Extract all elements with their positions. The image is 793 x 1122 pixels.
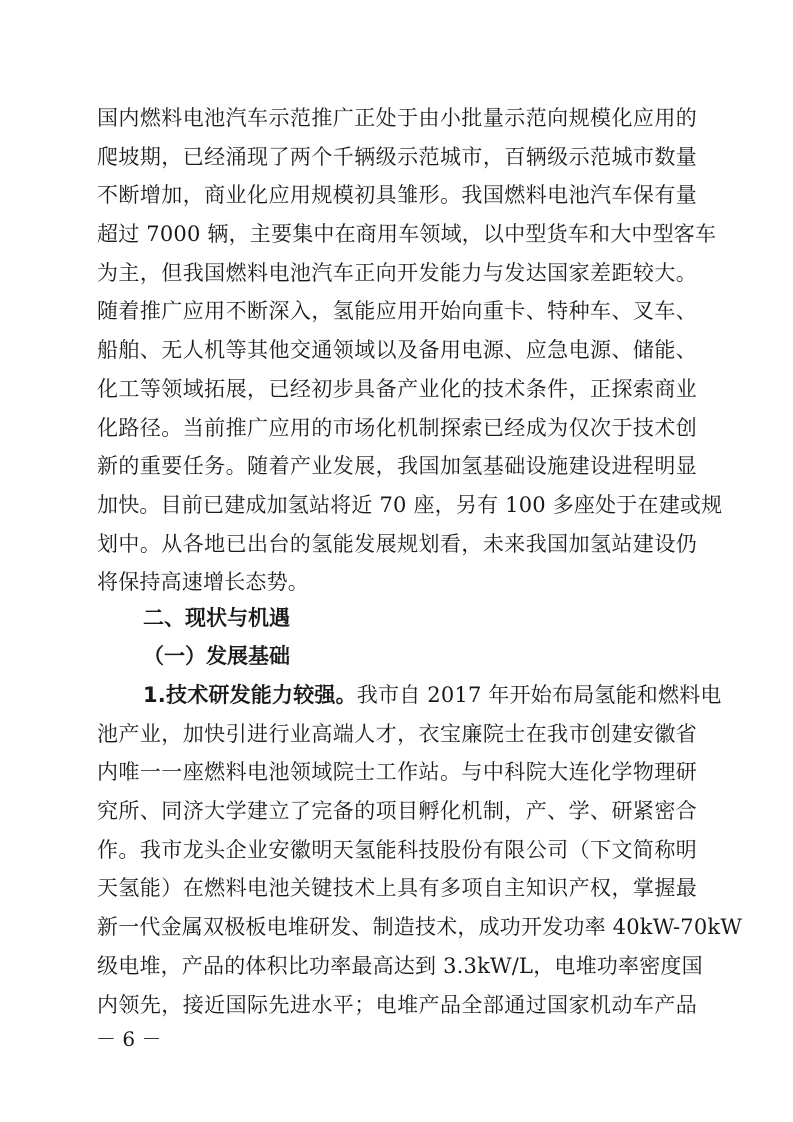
paragraph-lead-heading: 1.技术研发能力较强。	[143, 683, 357, 707]
text-line: 爬坡期，已经涌现了两个千辆级示范城市，百辆级示范城市数量	[97, 144, 697, 169]
text-line-first	[97, 676, 722, 715]
text-line: 为主，但我国燃料电池汽车正向开发能力与发达国家差距较大。	[97, 260, 697, 285]
text-line: 作。我市龙头企业安徽明天氢能科技股份有限公司（下文简称明	[97, 837, 697, 862]
text-line: 加快。目前已建成加氢站将近 70 座，另有 100 多座处于在建或规	[97, 492, 723, 517]
subsection-heading: （一）发展基础	[143, 644, 290, 668]
text-line: 究所、同济大学建立了完备的项目孵化机制，产、学、研紧密合	[97, 799, 697, 824]
text-line: 不断增加，商业化应用规模初具雏形。我国燃料电池汽车保有量	[97, 183, 697, 208]
text-line: 化工等领域拓展，已经初步具备产业化的技术条件，正探索商业	[97, 376, 697, 401]
text-line: 将保持高速增长态势。	[97, 570, 309, 595]
page-number: － 6 －	[96, 1027, 162, 1051]
text-line: 船舶、无人机等其他交通领域以及备用电源、应急电源、储能、	[97, 338, 697, 363]
text-line: 随着推广应用不断深入，氢能应用开始向重卡、特种车、叉车、	[97, 299, 697, 324]
paragraph-rd-capability	[97, 676, 743, 1024]
text-line: 划中。从各地已出台的氢能发展规划看，未来我国加氢站建设仍	[97, 531, 697, 556]
text-line: 内唯一一座燃料电池领域院士工作站。与中科院大连化学物理研	[97, 760, 697, 785]
text-line: 新的重要任务。随着产业发展，我国加氢基础设施建设进程明显	[97, 454, 697, 479]
text-line: 池产业，加快引进行业高端人才，衣宝廉院士在我市创建安徽省	[97, 721, 697, 746]
text-line: 级电堆，产品的体积比功率最高达到 3.3kW/L，电堆功率密度国	[97, 953, 703, 978]
text-run: 我市自 2017 年开始布局氢能和燃料电	[356, 683, 722, 707]
text-line: 内领先，接近国际先进水平；电堆产品全部通过国家机动车产品	[97, 992, 697, 1017]
text-line: 新一代金属双极板电堆研发、制造技术，成功开发功率 40kW-70kW	[97, 915, 743, 940]
text-line: 化路径。当前推广应用的市场化机制探索已经成为仅次于技术创	[97, 415, 697, 440]
text-line: 天氢能）在燃料电池关键技术上具有多项自主知识产权，掌握最	[97, 876, 697, 901]
section-heading: 二、现状与机遇	[143, 606, 290, 630]
text-line: 国内燃料电池汽车示范推广正处于由小批量示范向规模化应用的	[97, 106, 697, 130]
paragraph-hydrogen-vehicle-status	[97, 99, 723, 602]
text-line: 超过 7000 辆，主要集中在商用车领域，以中型货车和大中型客车	[97, 222, 717, 247]
